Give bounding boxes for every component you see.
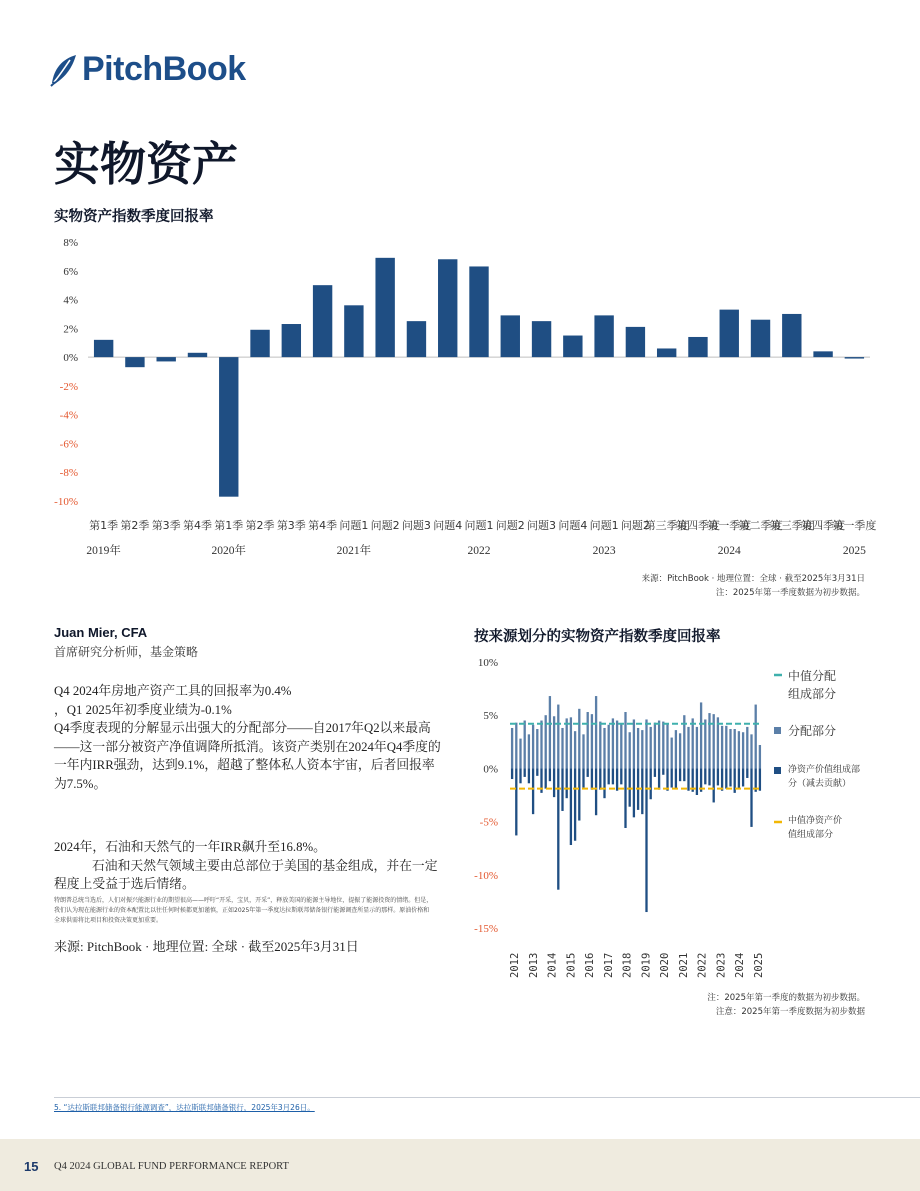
x-tick-label: 第3季 bbox=[276, 519, 306, 532]
distribution-bar bbox=[629, 732, 631, 768]
y-tick-label: -2% bbox=[59, 380, 78, 393]
distribution-bar bbox=[658, 721, 660, 769]
nav-bar bbox=[578, 768, 580, 820]
nav-bar bbox=[511, 768, 513, 779]
x-tick-label: 第四季度 bbox=[801, 519, 846, 532]
x-year-label: 2014 bbox=[546, 952, 559, 978]
y-tick-label: 0% bbox=[483, 763, 498, 776]
body-paragraph: 2024年，石油和天然气的一年IRR飙升至16.8%。 bbox=[54, 840, 326, 854]
distribution-bar bbox=[641, 730, 643, 768]
distribution-bar bbox=[633, 719, 635, 768]
x-year-label: 2022 bbox=[696, 952, 709, 978]
nav-bar bbox=[721, 768, 723, 790]
nav-bar bbox=[713, 768, 715, 802]
x-tick-label: 第1季 bbox=[89, 519, 119, 532]
nav-bar bbox=[654, 768, 656, 777]
chart1-source-line: 来源：PitchBook · 地理位置：全球 · 截至2025年3月31日 bbox=[641, 574, 865, 584]
x-tick-label: 第4季 bbox=[308, 519, 338, 532]
distribution-bar bbox=[549, 696, 551, 768]
leaf-logo-icon bbox=[48, 53, 78, 87]
x-tick-label: 问题2 bbox=[370, 519, 400, 532]
distribution-bar bbox=[595, 696, 597, 768]
legend-swatch bbox=[774, 727, 781, 734]
distribution-bar bbox=[671, 738, 673, 769]
nav-bar bbox=[679, 768, 681, 781]
nav-bar bbox=[587, 768, 589, 777]
x-year-label: 2021 bbox=[677, 952, 690, 978]
bar bbox=[282, 324, 301, 357]
nav-bar bbox=[519, 768, 521, 783]
distribution-bar bbox=[524, 721, 526, 769]
distribution-bar bbox=[654, 723, 656, 769]
bar bbox=[188, 353, 207, 357]
distribution-bar bbox=[624, 712, 626, 768]
bar bbox=[720, 310, 739, 357]
bar bbox=[344, 305, 363, 357]
nav-bar bbox=[645, 768, 647, 912]
x-year-label: 2024 bbox=[734, 952, 747, 978]
report-name: Q4 2024 GLOBAL FUND PERFORMANCE REPORT bbox=[54, 1161, 289, 1172]
y-tick-label: -10% bbox=[54, 496, 78, 508]
bar bbox=[782, 314, 801, 357]
x-tick-label: 问题4 bbox=[433, 519, 463, 532]
distribution-bar bbox=[637, 728, 639, 768]
x-tick-label: 问题3 bbox=[401, 519, 431, 532]
distribution-bar bbox=[616, 721, 618, 769]
x-year-label: 2013 bbox=[527, 952, 540, 978]
x-year-label: 2016 bbox=[584, 952, 597, 978]
x-tick-label: 第3季 bbox=[151, 519, 181, 532]
distribution-bar bbox=[578, 709, 580, 769]
bar bbox=[751, 320, 770, 357]
nav-bar bbox=[683, 768, 685, 781]
nav-bar bbox=[633, 768, 635, 817]
distribution-bar bbox=[553, 716, 555, 768]
nav-bar bbox=[612, 768, 614, 784]
bar bbox=[250, 330, 269, 357]
nav-bar bbox=[599, 768, 601, 789]
bar bbox=[407, 321, 426, 357]
x-tick-label: 第二季度 bbox=[738, 519, 783, 532]
bar bbox=[469, 266, 488, 357]
nav-bar bbox=[608, 768, 610, 784]
legend-label: 值组成部分 bbox=[788, 830, 834, 840]
distribution-bar bbox=[759, 745, 761, 768]
distribution-bar bbox=[561, 728, 563, 768]
distribution-bar bbox=[755, 705, 757, 769]
nav-bar bbox=[738, 768, 740, 788]
distribution-bar bbox=[557, 705, 559, 769]
y-tick-label: -4% bbox=[59, 409, 78, 422]
x-tick-label: 第三季度 bbox=[769, 519, 814, 532]
chart1-title: 实物资产指数季度回报率 bbox=[54, 209, 214, 225]
x-tick-label: 问题2 bbox=[620, 519, 650, 532]
legend-label: 中值分配 bbox=[788, 669, 837, 683]
nav-bar bbox=[561, 768, 563, 811]
distribution-bar bbox=[540, 721, 542, 769]
bar bbox=[626, 327, 645, 357]
nav-bar bbox=[708, 768, 710, 785]
nav-bar bbox=[704, 768, 706, 784]
chart2-note-2: 注意：2025年第一季度数据为初步数据 bbox=[715, 1007, 865, 1017]
nav-bar bbox=[717, 768, 719, 785]
legend-swatch bbox=[774, 767, 781, 774]
x-tick-label: 第2季 bbox=[120, 519, 150, 532]
nav-bar bbox=[603, 768, 605, 798]
distribution-bar bbox=[608, 725, 610, 769]
nav-bar bbox=[528, 768, 530, 783]
x-year-label: 2020 bbox=[659, 952, 672, 978]
y-tick-label: 2% bbox=[63, 323, 78, 336]
distribution-bar bbox=[742, 732, 744, 768]
distribution-bar bbox=[603, 728, 605, 768]
nav-bar bbox=[620, 768, 622, 784]
page-title: 实物资产 bbox=[54, 137, 238, 191]
nav-bar bbox=[570, 768, 572, 845]
distribution-bar bbox=[704, 719, 706, 768]
distribution-bar bbox=[679, 733, 681, 768]
nav-bar bbox=[545, 768, 547, 788]
legend-label: 分（减去贡献） bbox=[788, 779, 852, 789]
body-paragraph: ，Q1 2025年初季度业绩为-0.1% bbox=[54, 702, 232, 717]
distribution-bar bbox=[675, 730, 677, 768]
body-section-2 bbox=[54, 838, 442, 894]
distribution-bar bbox=[734, 729, 736, 768]
year-label: 2024 bbox=[717, 545, 741, 557]
nav-bar bbox=[746, 768, 748, 778]
small-print-note: 特朗普总统当选后，人们对振兴能源行业的期望很高——呼吁“开采，宝贝，开采”，释放美国的能源主导地位，提振了能源投资的情绪。但是，我们认为现在能源行业的资本配置比以往任何时候都更加谨慎，正如2025年第一季度达拉斯联邦储备银行能源调查所显示的那样。原油价格和全球供需将比项目和投资决策更加重要。 bbox=[54, 897, 433, 924]
page-number: 15 bbox=[24, 1159, 39, 1174]
distribution-bar bbox=[750, 734, 752, 768]
nav-bar bbox=[641, 768, 643, 814]
chart2-title: 按来源划分的实物资产指数季度回报率 bbox=[474, 629, 721, 645]
x-tick-label: 问题1 bbox=[589, 519, 619, 532]
brand-name: PitchBook bbox=[82, 50, 246, 88]
nav-bar bbox=[591, 768, 593, 789]
distribution-bar bbox=[696, 727, 698, 768]
x-tick-label: 第1季 bbox=[214, 519, 244, 532]
bar bbox=[313, 285, 332, 357]
bar bbox=[501, 315, 520, 357]
distribution-bar bbox=[687, 727, 689, 768]
nav-bar bbox=[553, 768, 555, 797]
x-year-label: 2015 bbox=[565, 952, 578, 978]
nav-bar bbox=[759, 768, 761, 790]
x-year-label: 2018 bbox=[621, 952, 634, 978]
bar bbox=[219, 357, 238, 497]
distribution-bar bbox=[528, 734, 530, 768]
legend-label: 分配部分 bbox=[788, 724, 837, 738]
quarterly-return-bar-chart bbox=[40, 228, 900, 568]
x-tick-label: 第一季度 bbox=[832, 519, 877, 532]
nav-bar bbox=[750, 768, 752, 827]
y-tick-label: -15% bbox=[474, 923, 498, 935]
distribution-bar bbox=[511, 728, 513, 768]
body-paragraph: 石油和天然气领域主要由总部位于美国的基金组成，并在一定程度上受益于选后情绪。 bbox=[54, 858, 438, 891]
distribution-bar bbox=[515, 723, 517, 769]
y-tick-label: 10% bbox=[477, 657, 498, 669]
body-paragraph: Q4季度表现的分解显示出强大的分配部分——自2017年Q2以来最高——这一部分被资产净值调降所抵消。该资产类别在2024年Q4季度的一年内IRR强劲，达到9.1%，超越了整体私人资本宇宙，后者回报率为7.5%。 bbox=[54, 721, 441, 791]
distribution-bar bbox=[725, 726, 727, 769]
x-tick-label: 第2季 bbox=[245, 519, 275, 532]
nav-bar bbox=[658, 768, 660, 789]
year-label: 2025 bbox=[842, 545, 866, 557]
y-tick-label: 4% bbox=[63, 294, 78, 307]
distribution-bar bbox=[519, 739, 521, 769]
distribution-bar bbox=[570, 717, 572, 768]
year-label: 2020年 bbox=[211, 545, 247, 557]
distribution-bar bbox=[620, 724, 622, 769]
y-tick-label: -8% bbox=[59, 467, 78, 480]
nav-bar bbox=[616, 768, 618, 790]
distribution-bar bbox=[700, 702, 702, 768]
nav-bar bbox=[671, 768, 673, 787]
bar bbox=[438, 259, 457, 357]
y-tick-label: 0% bbox=[63, 352, 78, 365]
distribution-bar bbox=[721, 726, 723, 769]
distribution-bar bbox=[717, 717, 719, 768]
nav-bar bbox=[549, 768, 551, 781]
nav-bar bbox=[650, 768, 652, 799]
y-tick-label: -6% bbox=[59, 438, 78, 451]
footnote-link[interactable]: 5. “达拉斯联邦储备银行能源调查”，达拉斯联邦储备银行，2025年3月26日。 bbox=[54, 1103, 315, 1112]
bar bbox=[657, 348, 676, 357]
distribution-bar bbox=[692, 718, 694, 768]
source-breakdown-bar-chart bbox=[460, 650, 880, 990]
nav-bar bbox=[524, 768, 526, 777]
x-tick-label: 问题2 bbox=[495, 519, 525, 532]
x-tick-label: 问题1 bbox=[464, 519, 494, 532]
distribution-bar bbox=[738, 731, 740, 768]
legend-label: 净资产价值组成部 bbox=[788, 765, 861, 775]
x-tick-label: 第三季度 bbox=[644, 519, 689, 532]
nav-bar bbox=[515, 768, 517, 835]
nav-bar bbox=[662, 768, 664, 774]
bar bbox=[563, 336, 582, 358]
distribution-bar bbox=[536, 729, 538, 768]
distribution-bar bbox=[574, 731, 576, 768]
y-tick-label: 8% bbox=[63, 237, 78, 249]
y-tick-label: 5% bbox=[483, 710, 498, 723]
nav-bar bbox=[696, 768, 698, 795]
y-tick-label: -5% bbox=[479, 816, 498, 829]
x-tick-label: 第四季度 bbox=[675, 519, 720, 532]
x-year-label: 2025 bbox=[753, 952, 765, 978]
nav-bar bbox=[582, 768, 584, 787]
year-label: 2023 bbox=[592, 545, 616, 557]
x-tick-label: 问题1 bbox=[339, 519, 369, 532]
nav-bar bbox=[742, 768, 744, 786]
distribution-bar bbox=[650, 727, 652, 768]
bar bbox=[594, 315, 613, 357]
nav-bar bbox=[675, 768, 677, 788]
body-source: 来源: PitchBook · 地理位置: 全球 · 截至2025年3月31日 bbox=[54, 939, 359, 954]
bar bbox=[845, 357, 864, 358]
body-section-1 bbox=[54, 682, 442, 793]
nav-bar bbox=[629, 768, 631, 806]
distribution-bar bbox=[662, 722, 664, 769]
nav-bar bbox=[624, 768, 626, 828]
bar bbox=[94, 340, 113, 357]
nav-bar bbox=[666, 768, 668, 790]
chart1-note-line: 注：2025年第一季度数据为初步数据。 bbox=[715, 588, 865, 598]
distribution-bar bbox=[645, 719, 647, 768]
x-tick-label: 问题3 bbox=[527, 519, 557, 532]
bar bbox=[375, 258, 394, 357]
distribution-bar bbox=[666, 724, 668, 769]
y-tick-label: 6% bbox=[63, 265, 78, 278]
x-year-label: 2012 bbox=[509, 952, 521, 978]
page-footer bbox=[0, 1139, 920, 1191]
nav-bar bbox=[557, 768, 559, 889]
footnote-divider bbox=[54, 1097, 920, 1098]
legend-label: 中值净资产价 bbox=[788, 816, 843, 826]
year-label: 2021年 bbox=[336, 545, 372, 557]
body-paragraph: Q4 2024年房地产资产工具的回报率为0.4% bbox=[54, 684, 292, 698]
distribution-bar bbox=[599, 722, 601, 769]
distribution-bar bbox=[582, 734, 584, 768]
bar bbox=[125, 357, 144, 367]
pitchbook-logo bbox=[48, 50, 246, 89]
bar bbox=[688, 337, 707, 357]
chart2-note: 注：2025年第一季度的数据为初步数据。 bbox=[707, 993, 865, 1003]
nav-bar bbox=[532, 768, 534, 814]
distribution-bar bbox=[708, 713, 710, 768]
distribution-bar bbox=[713, 714, 715, 768]
x-year-label: 2017 bbox=[602, 952, 615, 978]
distribution-bar bbox=[566, 718, 568, 768]
nav-bar bbox=[687, 768, 689, 790]
chart1-source bbox=[642, 572, 865, 600]
x-year-label: 2023 bbox=[715, 952, 728, 978]
distribution-bar bbox=[532, 725, 534, 769]
year-label: 2019年 bbox=[86, 545, 121, 557]
distribution-bar bbox=[746, 727, 748, 768]
x-tick-label: 问题4 bbox=[558, 519, 588, 532]
nav-bar bbox=[536, 768, 538, 775]
author-role: 首席研究分析师，基金策略 bbox=[54, 645, 199, 659]
distribution-bar bbox=[612, 718, 614, 768]
distribution-bar bbox=[587, 712, 589, 768]
x-year-label: 2019 bbox=[640, 952, 653, 978]
distribution-bar bbox=[591, 714, 593, 768]
nav-bar bbox=[574, 768, 576, 840]
bar bbox=[532, 321, 551, 357]
bar bbox=[157, 357, 176, 361]
year-label: 2022 bbox=[467, 545, 491, 557]
nav-bar bbox=[566, 768, 568, 798]
author-name: Juan Mier, CFA bbox=[54, 625, 148, 640]
x-tick-label: 第4季 bbox=[182, 519, 212, 532]
x-tick-label: 第一季度 bbox=[707, 519, 752, 532]
legend-label: 组成部分 bbox=[788, 687, 837, 701]
y-tick-label: -10% bbox=[474, 869, 498, 882]
nav-bar bbox=[725, 768, 727, 788]
bar bbox=[813, 351, 832, 357]
nav-bar bbox=[595, 768, 597, 815]
distribution-bar bbox=[729, 729, 731, 768]
nav-bar bbox=[729, 768, 731, 786]
